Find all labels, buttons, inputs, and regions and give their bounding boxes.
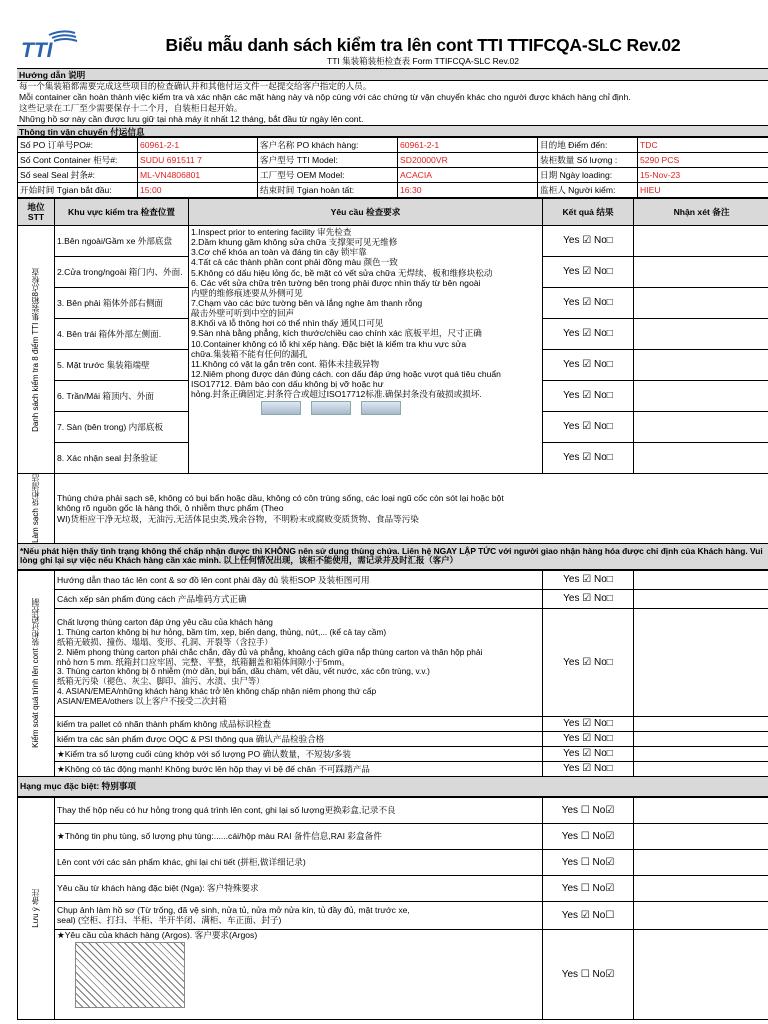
section1-label: Danh sách kiểm tra 8 điểm TTI 集装箱8点检查 <box>31 267 41 432</box>
result-checkbox[interactable]: Yes ☑ No□ <box>543 746 634 761</box>
shipping-info-table <box>17 137 768 198</box>
area-item: 2.Cửa trong/ngoài 箱门内、外面. <box>55 257 189 288</box>
remark-cell[interactable] <box>634 319 768 350</box>
clean-line: WI)货柜应干净无垃圾，无油污,无活体昆虫类,残余谷物，不明粉末或腐败变质货物、食品等污染 <box>57 513 419 524</box>
special-item: ★Thông tin phụ tùng, số lượng phụ tùng:......cái/hộp màu RAI 备件信息,RAI 彩盒备件 <box>55 823 543 849</box>
requirement-line: 5.Không có dấu hiệu lỏng ốc, bề mặt có vết sửa chữa 无焊续、板和维修块松动 <box>191 267 493 278</box>
remark-cell[interactable] <box>634 412 768 443</box>
remark-cell[interactable] <box>634 443 768 474</box>
result-checkbox[interactable]: Yes ☐ No☑ <box>543 875 634 901</box>
result-checkbox[interactable]: Yes ☑ No□ <box>543 226 634 257</box>
guide-line: Mỗi container cần hoàn thành việc kiểm tra và xác nhận các mặt hàng này và nộp cùng với các chứng từ vận chuyển khác cho người được khách hàng chỉ định. <box>19 92 631 102</box>
remark-cell[interactable] <box>634 589 768 608</box>
requirement-line: 10.Container không có lỗ khi xếp hàng. Đặc biệt là kiểm tra khu vực sửa <box>191 338 467 349</box>
loading-date-label: 日期 Ngày loading: <box>538 168 638 183</box>
container-photo <box>361 401 401 415</box>
requirement-line: 内壁的维修痕迹要从外侧可见 <box>191 287 303 298</box>
result-checkbox[interactable]: Yes ☑ No□ <box>543 288 634 319</box>
start-time-label: 开始时间 Tgian bắt đầu: <box>18 183 138 198</box>
quantity-value[interactable]: 5290 PCS <box>638 153 768 168</box>
special-label: Lưu ý 备注 <box>31 889 41 928</box>
area-item: 7. Sàn (bên trong) 内部底板 <box>55 412 189 443</box>
form-title: Biểu mẫu danh sách kiểm tra lên cont TTI TTIFCQA-SLC Rev.02 <box>165 35 681 55</box>
tti-model-value[interactable]: SD20000VR <box>398 153 538 168</box>
area-item: 6. Trần/Mái 箱顶内、外面 <box>55 381 189 412</box>
result-checkbox[interactable]: Yes ☑ No□ <box>543 319 634 350</box>
requirement-line: 11.Không có vật lạ gắn trên cont. 箱体未挂载异物 <box>191 358 380 369</box>
requirement-line: 6. Các vết sửa chữa trên tường bên trong phải được nhìn thấy từ bên ngoài <box>191 277 481 288</box>
container-value[interactable]: SUDU 691511 7 <box>138 153 258 168</box>
result-checkbox[interactable]: Yes ☑ No□ <box>543 412 634 443</box>
quantity-label: 装柜数量 Số lượng : <box>538 153 638 168</box>
guide-text <box>17 81 768 125</box>
destination-value[interactable]: TDC <box>638 138 768 153</box>
remark-cell[interactable] <box>634 570 768 589</box>
requirement-line: 敲击外壁可听到中空的回声 <box>191 308 295 319</box>
po-value[interactable]: 60961-2-1 <box>138 138 258 153</box>
col-area: Khu vực kiểm tra 检查位置 <box>55 199 189 226</box>
remark-cell[interactable] <box>634 797 768 823</box>
tti-model-label: 客户型号 TTI Model: <box>258 153 398 168</box>
requirement-line: 3.Cơ chế khóa an toàn và đáng tin cậy 锁牢靠 <box>191 247 367 258</box>
col-position: 地位 STT <box>18 199 55 226</box>
photo-record-cell <box>55 901 543 929</box>
remark-cell[interactable] <box>634 731 768 746</box>
clean-label: Làm sạch 货柜清洁 <box>31 474 41 543</box>
warning-text: *Nếu phát hiện thấy tình trạng không thể chấp nhận được thì KHÔNG nên sử dụng thùng chứa. Liên hệ NGAY LẬP TỨC với người giao nhận hàng hóa được chỉ định của Khách hàng. Vui lòng ghi lại sự việc nếu Khách hàng cần xác minh. 以上任何情况出现，该柜不能使用，需记录并及时汇报（客户） <box>18 543 768 569</box>
result-checkbox[interactable]: Yes ☑ No□ <box>543 716 634 731</box>
col-result: Kết quả 结果 <box>543 199 634 226</box>
result-checkbox[interactable]: Yes ☑ No□ <box>543 443 634 474</box>
control-item: kiểm tra pallet có nhãn thành phẩm không 成品标识检查 <box>55 716 543 731</box>
control-line: Chất lượng thùng carton đáp ứng yêu cầu của khách hàng <box>57 617 273 628</box>
guide-line: 每一个集装箱都需要完成这些项目的检查确认并和其他付运文件一起提交给客户指定的人员。 <box>19 81 372 91</box>
requirement-line: 8.Khối và lỗ thông hơi có thể nhìn thấy 通风口可见 <box>191 318 384 329</box>
control-item: kiểm tra các sản phẩm được OQC & PSI thông qua 确认产品检验合格 <box>55 731 543 746</box>
result-checkbox[interactable]: Yes ☐ No☑ <box>543 929 634 1019</box>
requirement-line: chữa.集装箱不能有任何的漏孔 <box>191 348 308 359</box>
area-item: 5. Mặt trước 集装箱端壁 <box>55 350 189 381</box>
inspector-label: 监柜人 Người kiểm: <box>538 183 638 198</box>
area-item: 3. Bên phải 箱体外部右侧面 <box>55 288 189 319</box>
control-line: ASIAN/EMEA/others 以上客户不接受二次封箱 <box>57 695 227 706</box>
remark-cell[interactable] <box>634 288 768 319</box>
result-checkbox[interactable]: Yes ☑ No□ <box>543 761 634 776</box>
start-time-value[interactable]: 15:00 <box>138 183 258 198</box>
requirement-line: 1.Inspect prior to entering facility 审先检查 <box>191 227 352 237</box>
end-time-label: 结束时间 Tgian hoàn tất: <box>258 183 398 198</box>
requirements-cell <box>189 226 543 474</box>
requirement-line: hỏng.封条正确固定.封条符合或超过ISO17712标准.确保封条没有破损或损坏. <box>191 389 482 400</box>
container-photos <box>261 401 540 415</box>
container-label: Số Cont Container 柜号#: <box>18 153 138 168</box>
requirement-line: ISO17712. Đảm bảo con dấu không bị vỡ hoặc hư <box>191 379 384 390</box>
carton-quality-cell <box>55 608 543 716</box>
result-checkbox[interactable]: Yes ☑ No□ <box>543 731 634 746</box>
result-checkbox[interactable]: Yes ☑ No□ <box>543 570 634 589</box>
po-label: Số PO 订单号PO#: <box>18 138 138 153</box>
area-item: 4. Bên trái 箱体外部左侧面. <box>55 319 189 350</box>
requirement-line: 12.Niêm phong được dán đúng cách. con dấu đáp ứng hoặc vượt quá tiêu chuẩn <box>191 368 501 379</box>
destination-label: 目的地 Điểm đến: <box>538 138 638 153</box>
control-line: 纸箱无污染（褪色、灰尘、脚印、油污、水渍、虫尸等） <box>57 676 265 687</box>
result-checkbox[interactable]: Yes ☑ No□ <box>543 589 634 608</box>
guide-line: Những hồ sơ này cần được lưu giữ tại nhà máy ít nhất 12 tháng, bắt đầu từ ngày lên cont. <box>19 114 364 124</box>
checklist-form <box>17 32 768 1020</box>
form-header <box>17 32 768 68</box>
remark-cell[interactable] <box>634 929 768 1019</box>
control-item: Cách xếp sản phẩm đúng cách 产品堆码方式正确 <box>55 589 543 608</box>
special-item: Thay thế hộp nếu có hư hỏng trong quá trình lên cont, ghi lại số lượng更换彩盒,记录不良 <box>55 797 543 823</box>
special-heading: Hạng mục đặc biệt: 特别事项 <box>18 776 768 796</box>
remark-cell[interactable] <box>634 608 768 716</box>
remark-cell[interactable] <box>634 761 768 776</box>
remark-cell[interactable] <box>634 257 768 288</box>
seal-label: Số seal Seal 封条#: <box>18 168 138 183</box>
oem-model-value[interactable]: ACACIA <box>398 168 538 183</box>
result-checkbox[interactable]: Yes ☑ No☐ <box>543 901 634 929</box>
special-items-table <box>17 797 768 1020</box>
control-line: 4. ASIAN/EMEA/những khách hàng khác trở lên không chấp nhận niêm phong thứ cấp <box>57 685 377 696</box>
special-item: Yêu cầu từ khách hàng đặc biệt (Nga): 客户特殊要求 <box>55 875 543 901</box>
area-item: 8. Xác nhận seal 封条验证 <box>55 443 189 474</box>
loading-date-value[interactable]: 15-Nov-23 <box>638 168 768 183</box>
col-requirement: Yêu cầu 检查要求 <box>189 199 543 226</box>
clean-line: không rõ nguồn gốc là hàng thối, ô nhiễm thực phẩm (Theo <box>57 503 284 514</box>
control-item: ★Kiểm tra số lượng cuối cùng khớp với số lượng PO 确认数量，不短装/多装 <box>55 746 543 761</box>
result-checkbox[interactable]: Yes ☑ No□ <box>543 350 634 381</box>
guide-heading: Hướng dẫn 说明 <box>17 69 768 81</box>
shipping-heading: Thông tin vận chuyển 付运信息 <box>17 125 768 137</box>
result-checkbox[interactable]: Yes ☐ No☑ <box>543 823 634 849</box>
control-line: nhỏ hơn 5 mm. 纸箱封口应牢固、完整、平整，纸箱翻盖和箱体间隙小于5mm。 <box>57 656 350 667</box>
result-checkbox[interactable]: Yes ☐ No☑ <box>543 849 634 875</box>
clean-text-cell <box>55 474 768 544</box>
special-line: Chụp ảnh làm hồ sơ (Từ trống, đã vệ sinh, nửa tủ, nửa mở nửa kín, tủ đầy đủ, mặt trước xe, <box>57 905 410 916</box>
checklist-table <box>17 198 768 570</box>
remark-cell[interactable] <box>634 226 768 257</box>
control-line: 3. Thùng carton không bị ô nhiễm (mờ dần, bụi bẩn, dầu chàm, vết dầu, vết nước, xác côn trùng, v.v.) <box>57 666 430 677</box>
remark-cell[interactable] <box>634 716 768 731</box>
control-line: 1. Thùng carton không bị hư hỏng, bầm tím, xẹp, biến dạng, thủng, nứt,... (kể cả tay cầm) <box>57 627 387 638</box>
result-checkbox[interactable]: Yes ☑ No□ <box>543 257 634 288</box>
control-item: Hướng dẫn thao tác lên cont & sơ đồ lên cont phải đầy đủ 装柜SOP 及装柜图可用 <box>55 570 543 589</box>
clean-line: Thùng chứa phải sạch sẽ, không có bụi bẩn hoặc dầu, không có côn trùng sống, các loại ngũ cốc còn sót lại hoặc bột <box>57 493 504 504</box>
remark-cell[interactable] <box>634 901 768 929</box>
customer-po-label: 客户名称 PO khách hàng: <box>258 138 398 153</box>
cargo-net-image <box>75 942 185 1008</box>
remark-cell[interactable] <box>634 350 768 381</box>
form-subtitle: TTI 集装箱装柜检查表 Form TTIFCQA-SLC Rev.02 <box>327 56 519 66</box>
customer-po-value[interactable]: 60961-2-1 <box>398 138 538 153</box>
requirement-line: 2.Dầm khung gầm không sửa chữa 支撑架可见无维修 <box>191 237 398 248</box>
oem-model-label: 工厂型号 OEM Model: <box>258 168 398 183</box>
control-line: 纸箱无破损、撞伤、塌塌、变形、孔洞、开裂等（含拉手） <box>57 636 273 647</box>
seal-value[interactable]: ML-VN4806801 <box>138 168 258 183</box>
col-remark: Nhận xét 备注 <box>634 199 768 226</box>
requirement-line: 4.Tất cả các thành phần cont phải đồng màu 颜色一致 <box>191 257 398 268</box>
remark-cell[interactable] <box>634 875 768 901</box>
inspector-value[interactable]: HIEU <box>638 183 768 198</box>
logo-text: TTI <box>21 39 53 62</box>
remark-cell[interactable] <box>634 823 768 849</box>
result-checkbox[interactable]: Yes ☑ No□ <box>543 381 634 412</box>
requirement-line: 9.Sàn nhà bằng phẳng, kích thước/chiều cao chính xác 底板平坦，尺寸正确 <box>191 328 482 339</box>
control-item: ★Không có tác động mạnh! Không bước lên hộp thay vì bệ đế chân 不可踩踏产品 <box>55 761 543 776</box>
argos-cell <box>55 929 543 1019</box>
loading-control-table <box>17 570 768 797</box>
special-line: seal) (空柜、打扫、半柜、半开半闭、满柜、车正面、封子) <box>57 915 282 926</box>
section2-label: Kiểm soát quá trình lên cont 装柜过程控制 <box>31 598 41 749</box>
special-item: Lên cont với các sản phẩm khác, ghi lại chi tiết (拼柜,做详细记录) <box>55 849 543 875</box>
control-line: 2. Niêm phong thùng carton phải chắc chắn, đầy đủ và phẳng, khoảng cách giữa nắp thùng carton và thân hộp phải <box>57 646 483 657</box>
end-time-value[interactable]: 16:30 <box>398 183 538 198</box>
area-item: 1.Bên ngoài/Gầm xe 外部底盘 <box>55 226 189 257</box>
guide-line: 这些记录在工厂至少需要保存十二个月，自装柜日起开始。 <box>19 103 243 113</box>
remark-cell[interactable] <box>634 381 768 412</box>
requirement-line: 7.Chạm vào các bức tường bên và lắng nghe âm thanh rỗng <box>191 297 423 308</box>
result-checkbox[interactable]: Yes ☑ No□ <box>543 608 634 716</box>
remark-cell[interactable] <box>634 746 768 761</box>
container-photo <box>261 401 301 415</box>
special-line: ★Yêu cầu của khách hàng (Argos). 客户要求(Argos) <box>57 929 258 940</box>
result-checkbox[interactable]: Yes ☐ No☑ <box>543 797 634 823</box>
container-photo <box>311 401 351 415</box>
remark-cell[interactable] <box>634 849 768 875</box>
